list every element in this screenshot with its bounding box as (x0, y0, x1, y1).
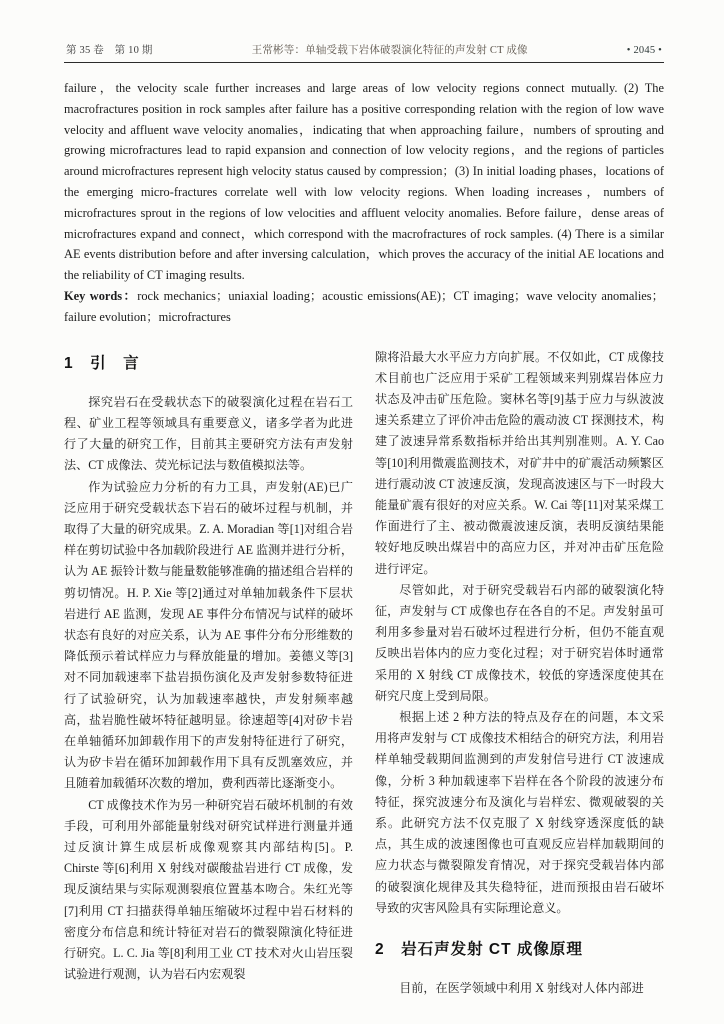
keywords-text: rock mechanics；uniaxial loading；acoustic emissions(AE)；CT imaging；wave velocity anomalies；failure evolution；microfractures (64, 288, 664, 324)
two-column-body (64, 347, 664, 1000)
journal-issue: 第 35 卷 第 10 期 (66, 45, 153, 56)
paragraph: CT 成像技术作为另一种研究岩石破坏机制的有效手段，可利用外部能量射线对研究试样进行测量并通过反演计算生成层析成像观察其内部结构[5]。P. Chirste 等[6]利用 X 射线对碳酸盐岩进行 CT 成像，发现反演结果与实际观测裂痕位置基本吻合。朱红光等[7]利用 CT 扫描获得单轴压缩破坏过程中岩石材料的密度分布信息和统计特征对岩石的微裂隙演化特征进行研究。L. C. Jia 等[8]利用工业 CT 技术对火山岩压裂试验进行观测，认为岩石内宏观裂 (64, 797, 353, 982)
running-title: 王常彬等：单轴受载下岩体破裂演化特征的声发射 CT 成像 (251, 45, 528, 56)
keywords-label: Key words： (64, 288, 138, 303)
keywords-line (64, 286, 664, 328)
paragraph: 尽管如此，对于研究受载岩石内部的破裂演化特征，声发射与 CT 成像也存在各自的不足。声发射虽可利用多参量对岩石破坏过程进行分析，但仍不能直观反映出岩体内的应力变化过程；对于研究岩体时通常采用的 X 射线 CT 成像技术，较低的穿透深度使其在研究尺度上受到局限。 (375, 582, 664, 703)
page-number: • 2045 • (626, 45, 662, 56)
left-column (64, 347, 353, 1000)
abstract-section (64, 78, 664, 328)
right-column (375, 347, 664, 1000)
paragraph: 目前，在医学领域中利用 X 射线对人体内部进 (399, 981, 644, 996)
abstract-continuation-text: failure，the velocity scale further increases and large areas of low velocity regions connect mutually. (2) The macrofractures position in rock samples after failure has a positive corresponding relation with the region of low wave velocity and affluent wave velocity anomalies，indicating that when approaching failure，numbers of sprouting and growing microfractures lead to rapid expansion and connection of low velocity regions，and the regions of particles around microfractures represent high velocity status caused by compression；(3) In initial loading phases，locations of the emerging micro-fractures correlate well with low velocity regions. When loading increases，numbers of microfractures sprout in the regions of low velocities and affluent velocity anomalies. Before failure，dense areas of microfractures expand and connect，which correspond with the macrofractures of rock samples. (4) There is a similar AE events distribution before and after inversing calculation，which proves the accuracy of the initial AE locations and the reliability of CT imaging results. (64, 81, 664, 283)
paragraph: 隙将沿最大水平应力方向扩展。不仅如此，CT 成像技术目前也广泛应用于采矿工程领域来判别煤岩体应力状态及冲击矿压危险。窦林名等[9]基于应力与纵波波速关系建立了评价冲击危险的震动波 CT 探测技术，构建了波速异常系数指标并给出其判别准则。A. Y. Cao 等[10]利用微震监测技术，对矿井中的矿震活动频繁区进行震动波 CT 波速反演，发现高波速区与下一时段大能量矿震有很好的对应关系。W. Cai 等[11]对某采煤工作面进行了主、被动微震波速反演，表明反演结果能较好地反映出煤岩中的高应力区，并对冲击矿压危险进行评定。 (375, 349, 664, 576)
paragraph: 作为试验应力分析的有力工具，声发射(AE)已广泛应用于研究受载状态下岩石的破坏过程与机制，并取得了大量的研究成果。Z. A. Moradian 等[1]对组合岩样在剪切试验中各加载阶段进行 AE 监测并进行分析，认为 AE 振铃计数与能量数能够准确的描述组合岩样的剪切情况。H. P. Xie 等[2]通过对单轴加载条件下层状岩进行 AE 监测，发现 AE 事件分布情况与试样的破坏状态有良好的对应关系，认为 AE 事件分布分形维数的降低预示着试样应力与释放能量的增加。姜德义等[3]对不同加载速率下盐岩损伤演化及声发射参数特征进行了试验研究，认为加载速率越快，声发射频率越高，盐岩脆性破坏特征越明显。徐速超等[4]对矽卡岩在单轴循环加卸载作用下的声发射特征进行了研究，认为矽卡岩在循环加卸载作用下具有反凯塞效应，并且随着加载循环次数的增加，费利西蒂比逐渐变小。 (64, 479, 353, 791)
page-header (64, 42, 664, 62)
header-divider (64, 62, 664, 63)
section-heading-introduction: 1 引 言 (64, 354, 140, 372)
paragraph: 探究岩石在受载状态下的破裂演化过程在岩石工程、矿业工程等领域具有重要意义，诸多学者为此进行了大量的研究工作，目前其主要研究方法有声发射法、CT 成像法、荧光标记法与数值模拟法等。 (64, 394, 353, 473)
paragraph: 根据上述 2 种方法的特点及存在的问题，本文采用将声发射与 CT 成像技术相结合的研究方法，利用岩样单轴受载期间监测到的声发射信号进行 CT 波速成像，分析 3 种加载速率下岩样在各个阶段的波速分布特征，探究波速分布及演化与岩样宏、微观破裂的关系。此研究方法不仅克服了 X 射线穿透深度低的缺点，其生成的波速图像也可直观反应岩样加载期间的应力状态与微裂隙发育情况，对于探究受载岩体内部的破裂演化规律及其失稳特征，进而预报由岩石破坏导致的灾害风险具有实际理论意义。 (375, 710, 664, 915)
section-heading-ct-principle: 2 岩石声发射 CT 成像原理 (375, 941, 583, 959)
